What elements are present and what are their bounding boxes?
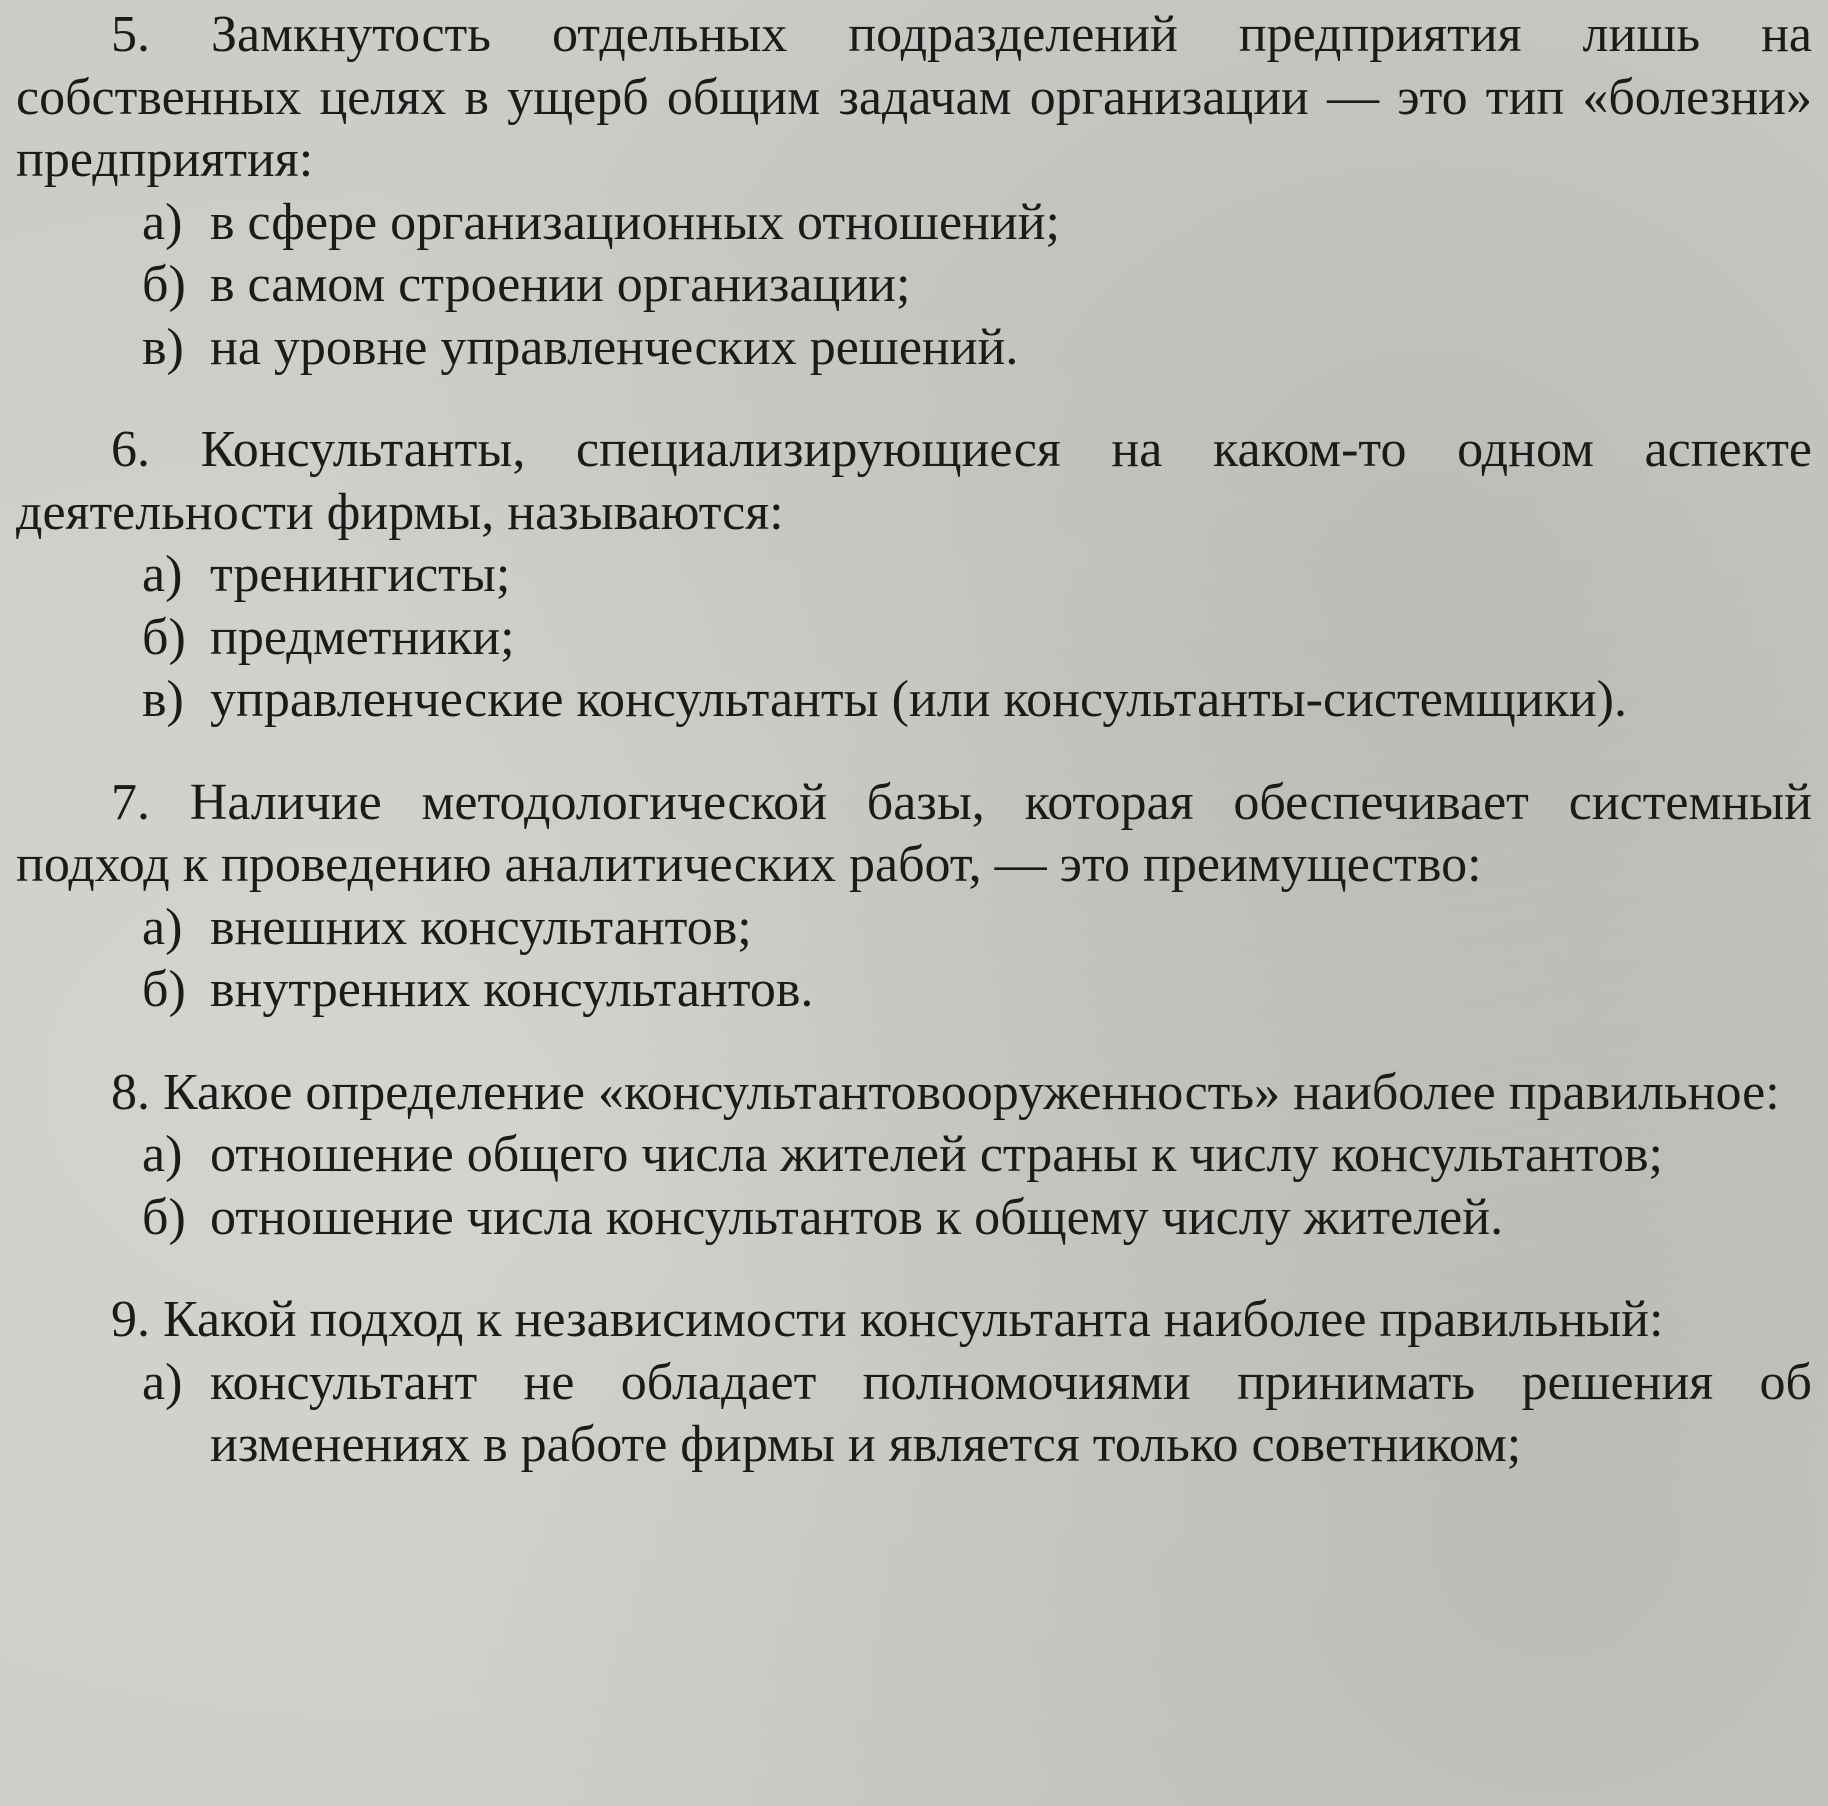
question-stem: 6. Консультанты, специализирующиеся на каком-то одном аспекте деятельности фирмы, называются:: [16, 421, 1812, 541]
option-text: управленческие консультанты (или консультанты-системщики).: [210, 671, 1627, 728]
option-marker: б): [142, 1188, 186, 1246]
answer-option: [16, 317, 1812, 380]
answer-option: [16, 192, 1812, 255]
answer-options: [16, 544, 1812, 732]
answer-option: [16, 1124, 1812, 1187]
answer-option: [16, 1187, 1812, 1250]
question-5: [16, 4, 1812, 379]
question-stem: 8. Какое определение «консультантовооруженность» наиболее правильное:: [111, 1063, 1780, 1121]
option-marker: в): [142, 318, 184, 376]
option-marker: а): [142, 898, 183, 956]
option-text: отношение общего числа жителей страны к числу консультантов;: [210, 1126, 1663, 1183]
answer-options: [16, 897, 1812, 1022]
option-text: в самом строении организации;: [210, 256, 911, 313]
option-text: в сфере организационных отношений;: [210, 193, 1060, 251]
option-text: тренингисты;: [210, 546, 511, 603]
answer-option: [16, 254, 1812, 317]
answer-options: [16, 1124, 1812, 1249]
option-marker: б): [142, 608, 186, 666]
question-list: [16, 4, 1812, 1517]
option-marker: б): [142, 256, 186, 313]
question-stem: 9. Какой подход к независимости консультанта наиболее правильный:: [111, 1291, 1664, 1348]
answer-options: [16, 192, 1812, 380]
option-text: внутренних консультантов.: [210, 961, 814, 1018]
question-6: [16, 419, 1812, 732]
answer-option: [16, 669, 1812, 732]
option-marker: а): [142, 1126, 183, 1183]
option-marker: а): [142, 546, 183, 603]
option-text: консультант не обладает полномочиями принимать решения об изменениях в работе фирмы и является только советником;: [210, 1353, 1812, 1473]
answer-option: [16, 607, 1812, 670]
answer-option: [16, 1352, 1812, 1477]
option-marker: а): [142, 193, 183, 251]
question-stem: 5. Замкнутость отдельных подразделений предприятия лишь на собственных целях в ущерб общим задачам организации — это тип «болезни» предприятия:: [16, 6, 1812, 188]
question-9: [16, 1289, 1812, 1477]
question-8: [16, 1062, 1812, 1250]
answer-option: [16, 544, 1812, 607]
option-marker: а): [142, 1353, 183, 1411]
option-marker: в): [142, 671, 184, 728]
option-text: предметники;: [210, 608, 515, 666]
question-stem: 7. Наличие методологической базы, которая обеспечивает системный подход к проведению аналитических работ, — это преимущество:: [16, 773, 1812, 893]
question-7: [16, 772, 1812, 1022]
answer-options: [16, 1352, 1812, 1477]
option-marker: б): [142, 961, 186, 1018]
option-text: отношение числа консультантов к общему числу жителей.: [210, 1188, 1504, 1246]
answer-option: [16, 959, 1812, 1022]
option-text: внешних консультантов;: [210, 898, 752, 956]
answer-option: [16, 897, 1812, 960]
option-text: на уровне управленческих решений.: [210, 318, 1019, 376]
